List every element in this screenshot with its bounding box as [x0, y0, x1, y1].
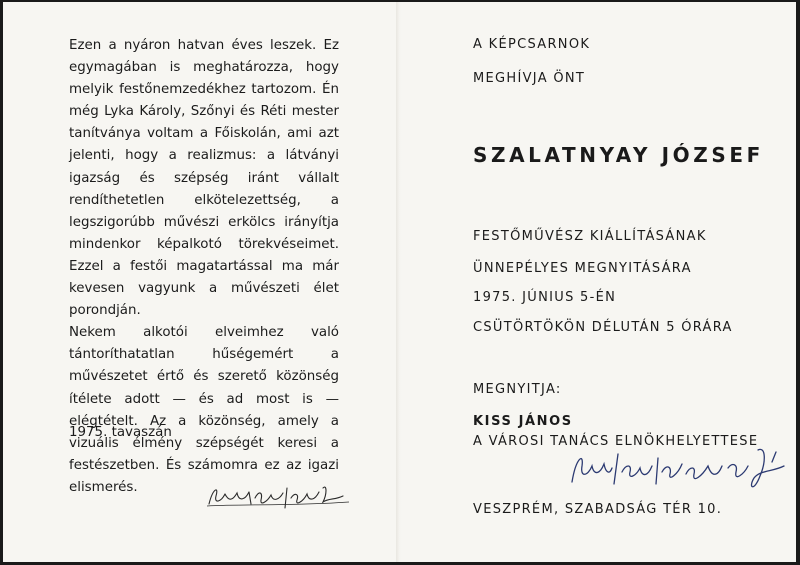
- gallery-line: A KÉPCSARNOK: [473, 37, 591, 52]
- opener-title: A VÁROSI TANÁCS ELNÖKHELYETTESE: [473, 434, 759, 449]
- opening-line: ÜNNEPÉLYES MEGNYITÁSÁRA: [473, 261, 692, 276]
- venue-address: VESZPRÉM, SZABADSÁG TÉR 10.: [473, 502, 723, 517]
- right-page: [402, 2, 796, 562]
- statement-paragraph-1: Ezen a nyáron hatvan éves leszek. Ez egymagában is meghatározza, hogy melyik festőnemzedékhez tartozom. Én még Lyka Károly, Szőnyi és Réti mester tanítványa voltam a Főiskolán, ami azt jelenti, hogy a realizmus: a látványi igazság és szépség iránt vállalt rendíthetetlen elkötelezettség, a legszigorúbb művészi erkölcs irányítja mindenkor képalkotó törekvéseimet. Ezzel a festői magatartással ma már kevesen vagyunk a művészeti élet porondján.: [69, 38, 339, 319]
- invite-line: MEGHÍVJA ÖNT: [473, 71, 586, 86]
- artist-name-heading: SZALATNYAY JÓZSEF: [473, 143, 764, 167]
- artist-statement: [69, 35, 339, 499]
- time-line: CSÜTÖRTÖKÖN DÉLUTÁN 5 ÓRÁRA: [473, 320, 733, 335]
- opener-label: MEGNYITJA:: [473, 382, 562, 397]
- artist-signature-ink: [562, 444, 798, 494]
- opener-name: KISS JÁNOS: [473, 414, 573, 429]
- date-line: 1975. JÚNIUS 5-ÉN: [473, 290, 617, 305]
- artist-signature-small: [203, 480, 353, 514]
- left-page: [3, 2, 396, 562]
- exhibition-line: FESTŐMŰVÉSZ KIÁLLÍTÁSÁNAK: [473, 229, 707, 244]
- statement-date: 1975. tavaszán: [69, 425, 172, 440]
- statement-paragraph-2: Nekem alkotói elveimhez való tántoríthatatlan hűségemért a művészetet értő és szerető közönség ítélete adott — és ad most is — elégtételt. Az a közönség, amely a vizuális élmény szépségét keresi a festészetben. És számomra ez az igazi elismerés.: [69, 325, 339, 495]
